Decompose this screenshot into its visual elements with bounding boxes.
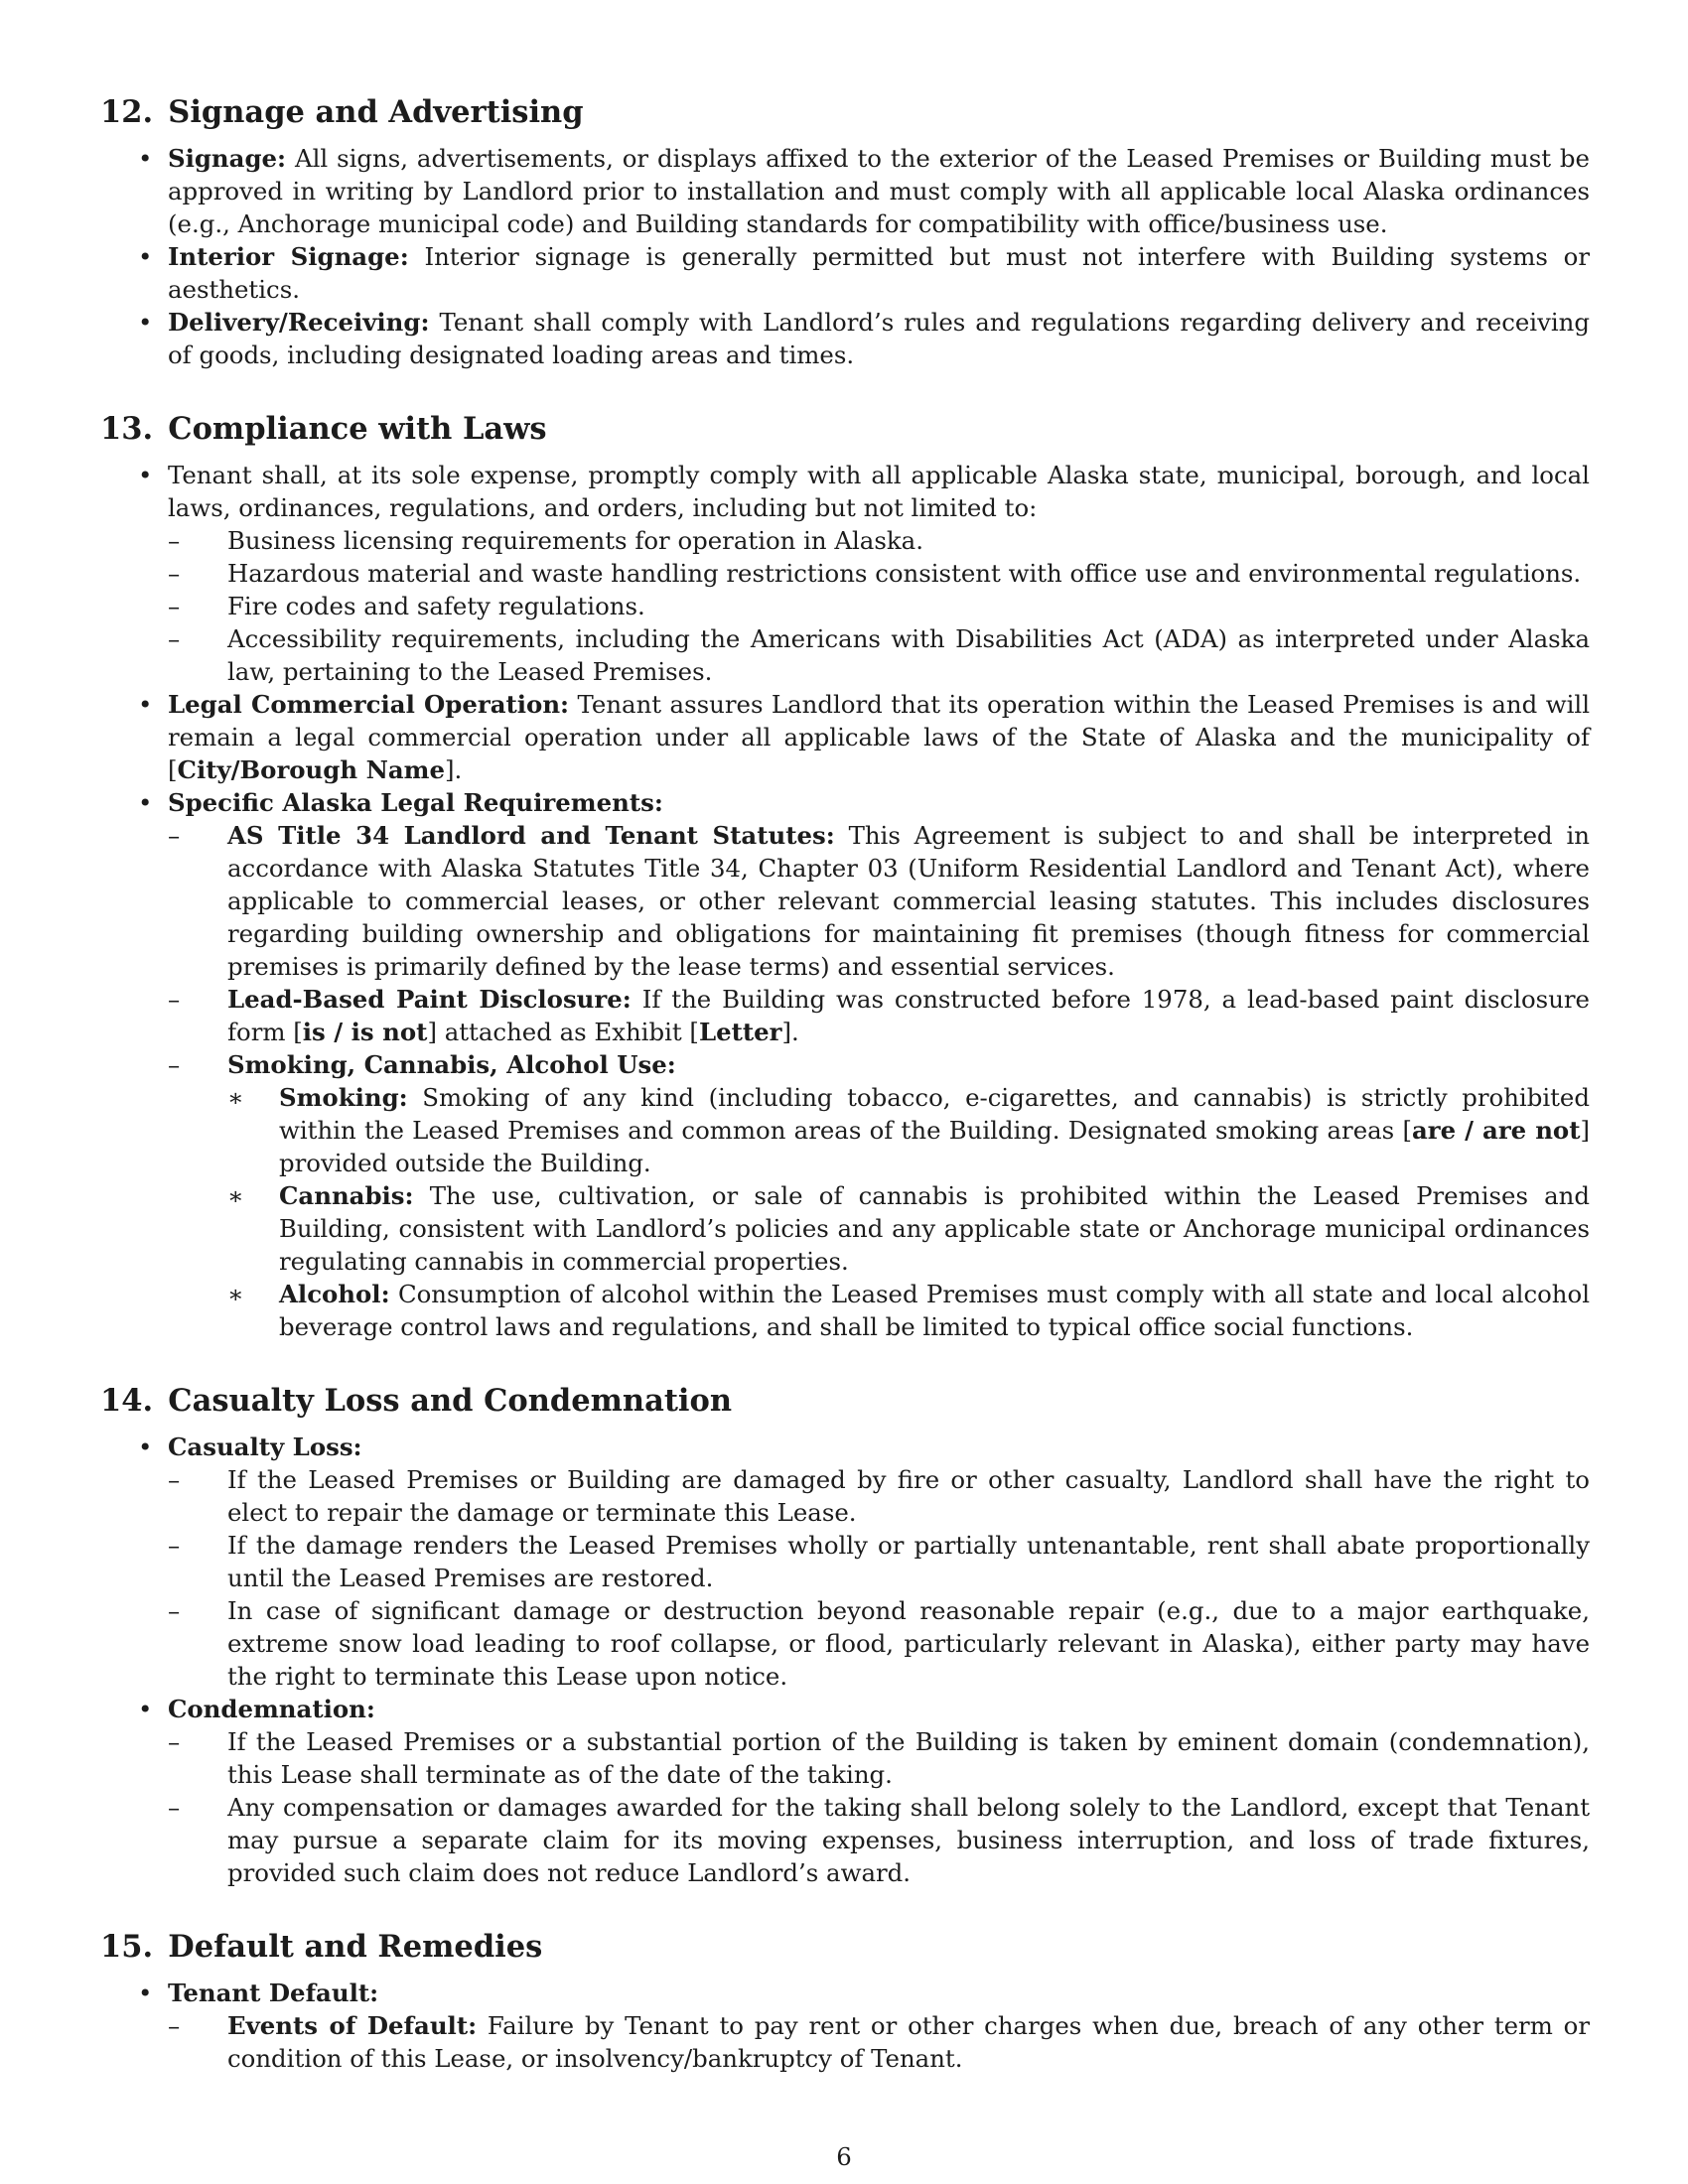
list-item [168,819,1590,983]
list-item [168,1048,1590,1343]
section-title: 14. Casualty Loss and Condemnation [100,1383,733,1419]
item-label: Tenant Default: [168,1979,379,2007]
item-text: Smoking of any kind (including tobacco, e-cigarettes, and cannabis) is strictly prohibited within the Leased Premises and common areas of the Building. Designated smoking areas [279,1083,1590,1145]
bullet-marker: • [138,690,153,719]
star-marker: ∗ [227,1181,244,1210]
item-text: If the Building was constructed before 1978, a lead-based paint disclosure form [227,985,1590,1046]
item-text: Failure by Tenant to pay rent or other charges when due, breach of any other term or condition of this Lease, or insolvency/bankruptcy of Tenant. [227,2011,1590,2073]
item-label: Casualty Loss: [168,1433,362,1461]
section-15 [100,1926,1590,2075]
item-text: All signs, advertisements, or displays affixed to the exterior of the Leased Premises or Building must be approved in writing by Landlord prior to installation and must comply with all applicable local Alaska ordinances (e.g., Anchorage municipal code) and Building standards for compatibility with office/business use. [168,144,1590,238]
bullet-marker: • [138,1979,153,2007]
list-item [168,622,1590,688]
list-item [100,1693,1590,1889]
dash-list [168,524,1590,688]
item-label: Alcohol: [279,1280,390,1308]
section-title: 15. Default and Remedies [100,1929,543,1965]
dash-marker: – [168,526,181,555]
list-item [100,1431,1590,1693]
item-text: Tenant shall comply with Landlord’s rules and regulations regarding delivery and receiving of goods, including designated loading areas and times. [168,308,1590,369]
star-list [227,1081,1590,1343]
dash-marker: – [168,1596,181,1625]
item-text: Consumption of alcohol within the Leased Premises must comply with all state and local alcohol beverage control laws and regulations, and shall be limited to typical office social functions. [279,1280,1590,1341]
bullet-marker: • [138,242,153,271]
item-label: Events of Default: [227,2011,478,2040]
section-12 [100,91,1590,371]
bullet-marker: • [138,144,153,173]
section-title: 12. Signage and Advertising [100,94,584,130]
item-text: In case of significant damage or destruction beyond reasonable repair (e.g., due to a major earthquake, extreme snow load leading to roof collapse, or flood, particularly relevant in Alaska), either party may have the right to terminate this Lease upon notice. [227,1596,1590,1691]
item-label: Smoking, Cannabis, Alcohol Use: [227,1050,676,1079]
list-item [227,1278,1590,1343]
dash-marker: – [168,2011,181,2040]
page-number: 6 [836,2142,852,2171]
list-item [100,240,1590,306]
dash-list [168,1725,1590,1889]
list-item [100,1977,1590,2075]
dash-marker: – [168,1050,181,1079]
list-item [100,142,1590,240]
list-item [168,1529,1590,1594]
bullet-list [100,142,1590,371]
star-marker: ∗ [227,1280,244,1308]
item-text: attached as Exhibit [444,1018,682,1046]
list-item [100,306,1590,371]
placeholder-field: is / is not [302,1018,428,1046]
list-item [227,1179,1590,1278]
item-text: Tenant shall, at its sole expense, promptly comply with all applicable Alaska state, municipal, borough, and local laws, ordinances, regulations, and orders, including but not limited to: [168,461,1590,522]
bullet-marker: • [138,1695,153,1723]
item-text: Fire codes and safety regulations. [227,592,645,620]
dash-marker: – [168,821,181,850]
dash-marker: – [168,1793,181,1822]
bullet-list [100,459,1590,1343]
item-text: Hazardous material and waste handling restrictions consistent with office use and environmental regulations. [227,559,1582,588]
item-label: Smoking: [279,1083,408,1112]
item-label: Interior Signage: [168,242,409,271]
item-text: Tenant assures Landlord that its operation within the Leased Premises is and will remain a legal commercial operation under all applicable laws of the State of Alaska and the municipality of [168,690,1590,751]
item-label: Lead-Based Paint Disclosure: [227,985,632,1014]
list-item: ∗ Smoking: Smoking of any kind (including tobacco, e-cigarettes, and cannabis) is strictly prohibited within the Leased Premises and common areas of the Building. Designated smoking areas [are / are not] provided outside the Building. [227,1083,1590,1177]
list-item [168,1725,1590,1791]
placeholder-field: are / are not [1411,1116,1581,1145]
item-text: Business licensing requirements for operation in Alaska. [227,526,923,555]
bullet-list [100,1977,1590,2075]
item-text: Any compensation or damages awarded for the taking shall belong solely to the Landlord, except that Tenant may pursue a separate claim for its moving expenses, business interruption, and loss of trade fixtures, provided such claim does not reduce Landlord’s award. [227,1793,1590,1887]
list-item [100,459,1590,688]
item-text: If the Leased Premises or a substantial portion of the Building is taken by eminent domain (condemnation), this Lease shall terminate as of the date of the taking. [227,1727,1590,1789]
item-text: If the damage renders the Leased Premises wholly or partially untenantable, rent shall abate proportionally until the Leased Premises are restored. [227,1531,1590,1592]
list-item [168,524,1590,557]
dash-list [168,1463,1590,1693]
item-label: Signage: [168,144,287,173]
bullet-marker: • [138,308,153,337]
item-label: Condemnation: [168,1695,375,1723]
item-label: AS Title 34 Landlord and Tenant Statutes: [227,821,835,850]
item-text: provided outside the Building. [279,1149,651,1177]
list-item: • Legal Commercial Operation: Tenant assures Landlord that its operation within the Leased Premises is and will remain a legal commercial operation under all applicable laws of the State of Alaska and the municipality of [City/Borough Name]. [138,690,1590,784]
dash-list [168,2009,1590,2075]
section-14 [100,1380,1590,1889]
item-label: Delivery/Receiving: [168,308,430,337]
star-marker: ∗ [227,1083,244,1112]
bullet-list [100,1431,1590,1889]
item-text: This Agreement is subject to and shall be interpreted in accordance with Alaska Statutes Title 34, Chapter 03 (Uniform Residential Landlord and Tenant Act), where applicable to commercial leases, or other relevant commercial leasing statutes. This includes disclosures regarding building ownership and obligations for maintaining fit premises (though fitness for commercial premises is primarily defined by the lease terms) and essential services. [227,821,1590,981]
dash-list [168,819,1590,1343]
dash-marker: – [168,559,181,588]
item-text: Accessibility requirements, including the Americans with Disabilities Act (ADA) as interpreted under Alaska law, pertaining to the Leased Premises. [227,624,1590,686]
list-item [168,2009,1590,2075]
item-text: Interior signage is generally permitted but must not interfere with Building systems or aesthetics. [168,242,1591,304]
dash-marker: – [168,624,181,653]
item-label: Legal Commercial Operation: [168,690,570,719]
list-item [168,557,1590,590]
dash-marker: – [168,1465,181,1494]
list-item [100,786,1590,1343]
bullet-marker: • [138,788,153,817]
list-item [168,1463,1590,1529]
dash-marker: – [168,592,181,620]
dash-marker: – [168,1727,181,1756]
list-item [168,1594,1590,1693]
item-text: The use, cultivation, or sale of cannabis is prohibited within the Leased Premises and Building, consistent with Landlord’s policies and any applicable state or Anchorage municipal ordinances regulating cannabis in commercial properties. [279,1181,1590,1276]
item-label: Specific Alaska Legal Requirements: [168,788,663,817]
dash-marker: – [168,1531,181,1560]
section-13 [100,408,1590,1343]
placeholder-field: Letter [698,1018,782,1046]
document-page [100,91,1590,2075]
item-text: If the Leased Premises or Building are damaged by fire or other casualty, Landlord shall have the right to elect to repair the damage or terminate this Lease. [227,1465,1590,1527]
list-item [168,1791,1590,1889]
bullet-marker: • [138,461,153,489]
list-item: – Lead-Based Paint Disclosure: If the Building was constructed before 1978, a lead-based paint disclosure form [is / is not] attached as Exhibit [Letter]. [168,985,1590,1046]
list-item [168,590,1590,622]
dash-marker: – [168,985,181,1014]
section-title: 13. Compliance with Laws [100,411,547,447]
item-label: Cannabis: [279,1181,414,1210]
placeholder-field: City/Borough Name [177,755,445,784]
bullet-marker: • [138,1433,153,1461]
